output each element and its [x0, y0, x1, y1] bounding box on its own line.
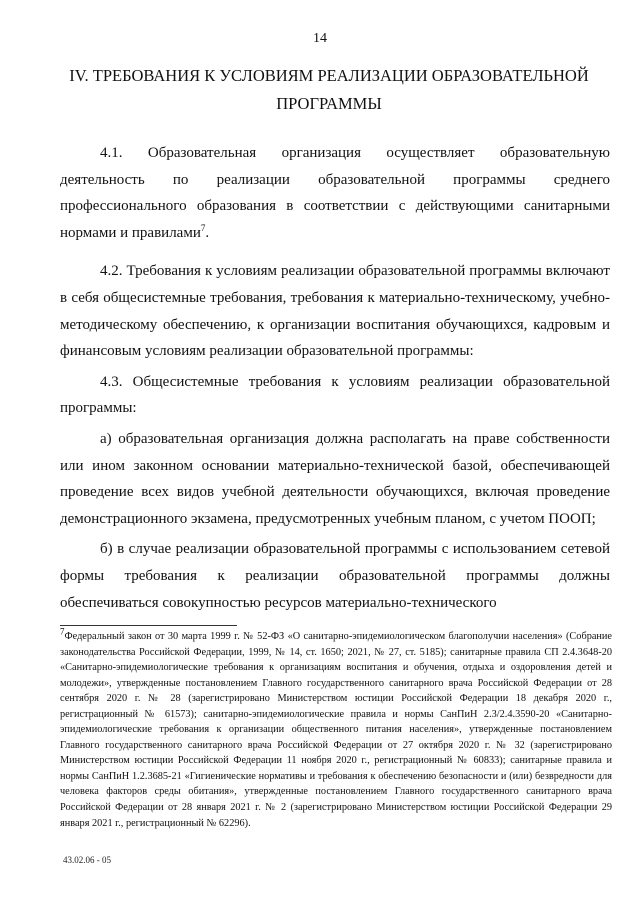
body-text	[60, 140, 610, 620]
footnote-marker: 7	[200, 222, 206, 233]
paragraph-item-a: а) образовательная организация должна располагать на праве собственности или ином законном основании материально-технической базой, обеспечивающей проведение всех видов учебной деятельности обучающихся, включая проведение демонстрационного экзамена, предусмотренных учебным планом, с учетом ПООП;	[60, 430, 610, 527]
section-title-line-2: ПРОГРАММЫ	[276, 94, 382, 113]
paragraph-item-b: б) в случае реализации образовательной программы с использованием сетевой формы требования к реализации образовательной программы должны обеспечиваться совокупностью ресурсов материально-технического	[60, 541, 610, 611]
paragraph-4-3: 4.3. Общесистемные требования к условиям реализации образовательной программы:	[60, 373, 610, 417]
footnote-divider	[60, 625, 237, 626]
paragraph-4-1: 4.1. Образовательная организация осуществляет образовательную деятельность по реализации образовательной программы среднего профессионального образования в соответствии с действующими санитарными нормами и правилами$^7$.	[60, 145, 610, 241]
paragraph-4-2: 4.2. Требования к условиям реализации образовательной программы включают в себя общесистемные требования, требования к материально-техническому, учебно-методическому обеспечению, к организации воспитания обучающихся, кадровым и финансовым условиям реализации образовательной программы:	[60, 263, 610, 360]
footer-code: 43.02.06 - 05	[63, 855, 111, 865]
paragraph-4-1-text: 4.1. Образовательная организация осуществляет образовательную деятельность по реализации образовательной программы среднего профессионального образования в соответствии с действующими санитарными нормами и правилами	[60, 145, 610, 241]
section-title	[60, 62, 598, 118]
page-number: 14	[313, 31, 327, 46]
section-title-line-1: IV. ТРЕБОВАНИЯ К УСЛОВИЯМ РЕАЛИЗАЦИИ ОБРАЗОВАТЕЛЬНОЙ	[69, 66, 589, 85]
footnote-text: Федеральный закон от 30 марта 1999 г. № 52-ФЗ «О санитарно-эпидемиологическом благополучии населения» (Собрание законодательства Российской Федерации, 1999, № 14, ст. 1650; 2021, № 27, ст. 5185); санитарные правила СП 2.4.3648-20 «Санитарно-эпидемиологические требования к организациям воспитания и обучения, отдыха и оздоровления детей и молодежи», утвержденные постановлением Главного государственного санитарного врача Российской Федерации от 28 сентября 2020 г. № 28 (зарегистрировано Министерством юстиции Российской Федерации 18 декабря 2020 г., регистрационный № 61573); санитарно-эпидемиологические правила и нормы СанПиН 2.3/2.4.3590-20 «Санитарно-эпидемиологические требования к организации общественного питания населения», утвержденные постановлением Главного государственного санитарного врача Российской Федерации от 27 октября 2020 г. № 32 (зарегистрировано Министерством юстиции Российской Федерации 11 ноября 2020 г., регистрационный № 60833); санитарные правила и нормы СанПиН 1.2.3685-21 «Гигиенические нормативы и требования к обеспечению безопасности и (или) безвредности для человека факторов среды обитания», утвержденные постановлением Главного государственного санитарного врача Российской Федерации от 28 января 2021 г. № 2 (зарегистрировано Министерством юстиции Российской Федерации 29 января 2021 г., регистрационный № 62296).	[60, 631, 612, 829]
footnote-number: 7	[60, 626, 65, 637]
footnote	[60, 626, 612, 831]
